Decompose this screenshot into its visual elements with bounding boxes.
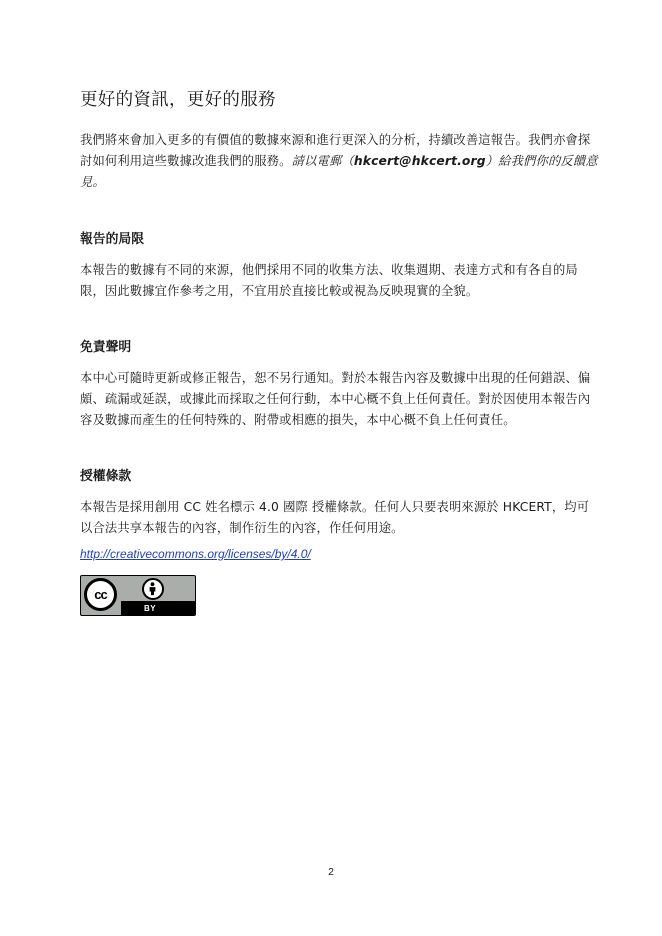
badge-band	[121, 601, 195, 615]
contact-prefix: 請以電郵（	[291, 154, 354, 168]
cc-by-license-badge[interactable]	[80, 575, 196, 616]
cc-icon-text: cc	[94, 587, 107, 602]
intro-text: 我們將來會加入更多的有價值的數據來源和進行更深入的分析，持續改善這報告。我們亦會探討如何利用這些數據改進我們的服務。	[80, 133, 591, 168]
limitations-heading: 報告的局限	[80, 232, 144, 247]
license-heading: 授權條款	[80, 469, 132, 484]
contact-suffix: ）給我們你的反饋意見。	[80, 154, 598, 189]
page-content	[80, 88, 600, 616]
cc-icon	[84, 578, 117, 611]
license-section	[80, 467, 600, 616]
page-title: 更好的資訊，更好的服務	[80, 90, 276, 110]
contact-email: hkcert@hkcert.org	[353, 154, 486, 168]
disclaimer-section	[80, 338, 600, 431]
by-label: BY	[144, 604, 157, 613]
license-link[interactable]: http://creativecommons.org/licenses/by/4.0/	[80, 547, 311, 561]
page-number: 2	[328, 866, 334, 878]
disclaimer-heading: 免責聲明	[80, 340, 132, 355]
license-body: 本報告是採用創用 CC 姓名標示 4.0 國際 授權條款。任何人只要表明來源於 HKCERT，均可以合法共享本報告的內容，制作衍生的內容，作任何用途。	[80, 500, 590, 535]
disclaimer-body: 本中心可隨時更新或修正報告，恕不另行通知。對於本報告內容及數據中出現的任何錯誤、偏頗、疏漏或延誤，或據此而採取之任何行動，本中心概不負上任何責任。對於因使用本報告內容及數據而產生的任何特殊的、附帶或相應的損失，本中心概不負上任何責任。	[80, 371, 591, 427]
intro-paragraph	[80, 130, 600, 193]
limitations-body: 本報告的數據有不同的來源，他們採用不同的收集方法、收集週期、表達方式和有各自的局限，因此數據宜作參考之用，不宜用於直接比較或視為反映現實的全貌。	[80, 263, 578, 298]
limitations-section	[80, 230, 600, 302]
attribution-person-icon	[142, 578, 164, 600]
